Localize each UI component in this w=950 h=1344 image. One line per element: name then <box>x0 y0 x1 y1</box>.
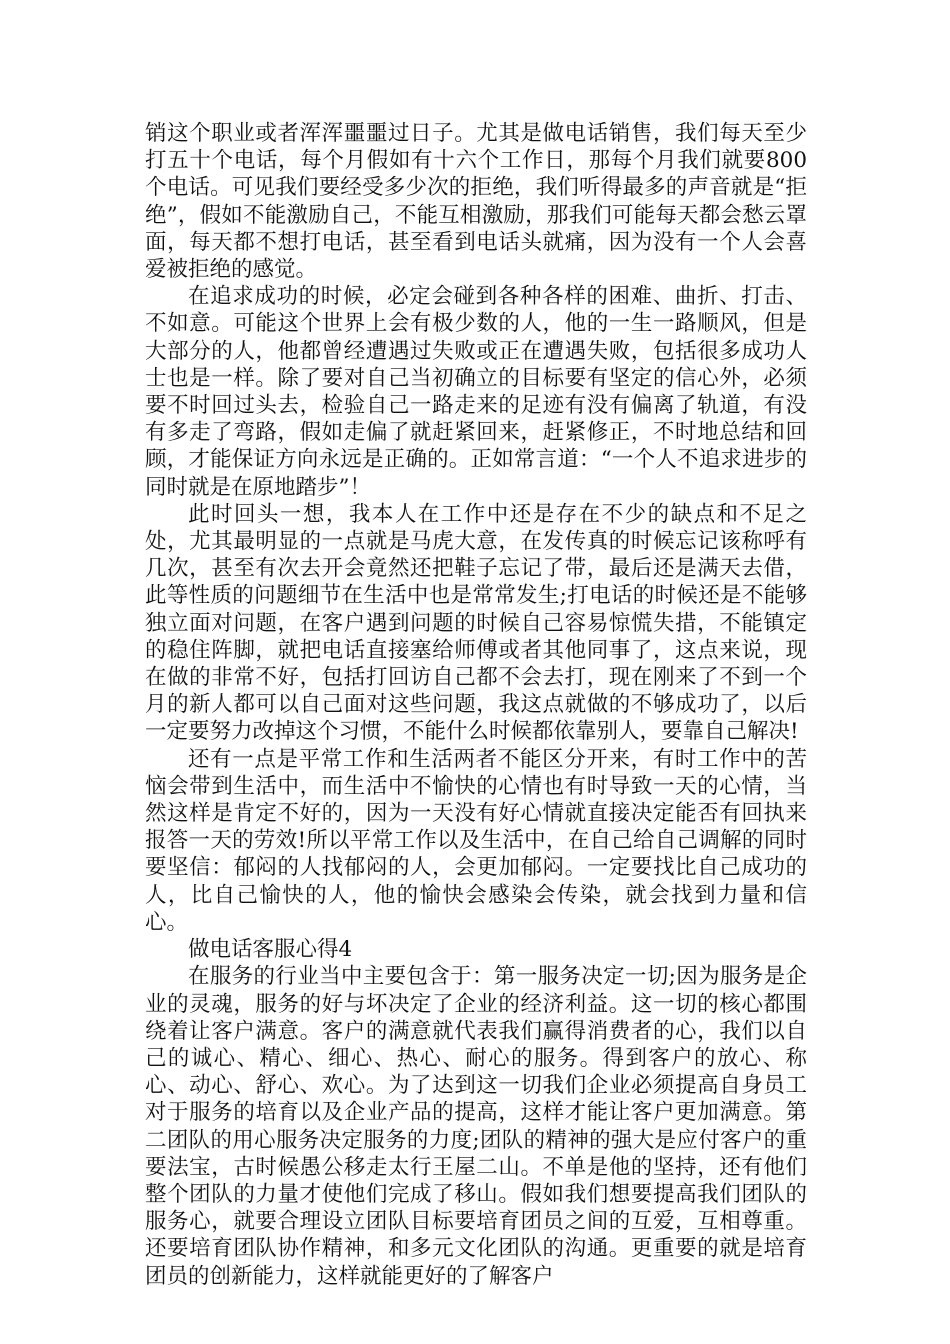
paragraph-3: 此时回头一想，我本人在工作中还是存在不少的缺点和不足之处，尤其最明显的一点就是马虎大意，在发传真的时候忘记该称呼有几次，甚至有次去开会竟然还把鞋子忘记了带，最后还是满天去借，此等性质的问题细节在生活中也是常常发生;打电话的时候还是不能够独立面对问题，在客户遇到问题的时候自己容易惊慌失措，不能镇定的稳住阵脚，就把电话直接塞给师傅或者其他同事了，这点来说，现在做的非常不好，包括打回访自己都不会去打，现在刚来了不到一个月的新人都可以自己面对这些问题，我这点就做的不够成功了，以后一定要努力改掉这个习惯，不能什么时候都依靠别人，要靠自己解决! <box>145 501 807 745</box>
paragraph-2: 在追求成功的时候，必定会碰到各种各样的困难、曲折、打击、不如意。可能这个世界上会有极少数的人，他的一生一路顺风，但是大部分的人，他都曾经遭遇过失败或正在遭遇失败，包括很多成功人士也是一样。除了要对自己当初确立的目标要有坚定的信心外，必须要不时回过头去，检验自己一路走来的足迹有没有偏离了轨道，有没有多走了弯路，假如走偏了就赶紧回来，赶紧修正，不时地总结和回顾，才能保证方向永远是正确的。正如常言道：“一个人不追求进步的同时就是在原地踏步”！ <box>145 284 807 500</box>
section-heading: 做电话客服心得4 <box>188 937 353 963</box>
paragraph-5: 在服务的行业当中主要包含于：第一服务决定一切;因为服务是企业的灵魂，服务的好与坏决定了企业的经济利益。这一切的核心都围绕着让客户满意。客户的满意就代表我们赢得消费者的心，我们以自己的诚心、精心、细心、热心、耐心的服务。得到客户的放心、称心、动心、舒心、欢心。为了达到这一切我们企业必须提高自身员工对于服务的培育以及企业产品的提高，这样才能让客户更加满意。第二团队的用心服务决定服务的力度;团队的精神的强大是应付客户的重要法宝，古时候愚公移走太行王屋二山。不单是他的坚持，还有他们整个团队的力量才使他们完成了移山。假如我们想要提高我们团队的服务心，就要合理设立团队目标要培育团员之间的互爱，互相尊重。还要培育团队协作精神，和多元文化团队的沟通。更重要的就是培育团员的创新能力，这样就能更好的了解客户 <box>145 964 807 1289</box>
paragraph-4: 还有一点是平常工作和生活两者不能区分开来，有时工作中的苦恼会带到生活中，而生活中不愉快的心情也有时导致一天的心情，当然这样是肯定不好的，因为一天没有好心情就直接决定能否有回执来报答一天的劳效!所以平常工作以及生活中，在自己给自己调解的同时要坚信：郁闷的人找郁闷的人，会更加郁闷。一定要找比自己成功的人，比自己愉快的人，他的愉快会感染会传染，就会找到力量和信心。 <box>145 746 807 935</box>
document-body <box>145 120 807 1290</box>
paragraph-1: 销这个职业或者浑浑噩噩过日子。尤其是做电话销售，我们每天至少打五十个电话，每个月假如有十六个工作日，那每个月我们就要800个电话。可见我们要经受多少次的拒绝，我们听得最多的声音就是“拒绝”，假如不能激励自己，不能互相激励，那我们可能每天都会愁云罩面，每天都不想打电话，甚至看到电话头就痛，因为没有一个人会喜爱被拒绝的感觉。 <box>145 121 807 283</box>
